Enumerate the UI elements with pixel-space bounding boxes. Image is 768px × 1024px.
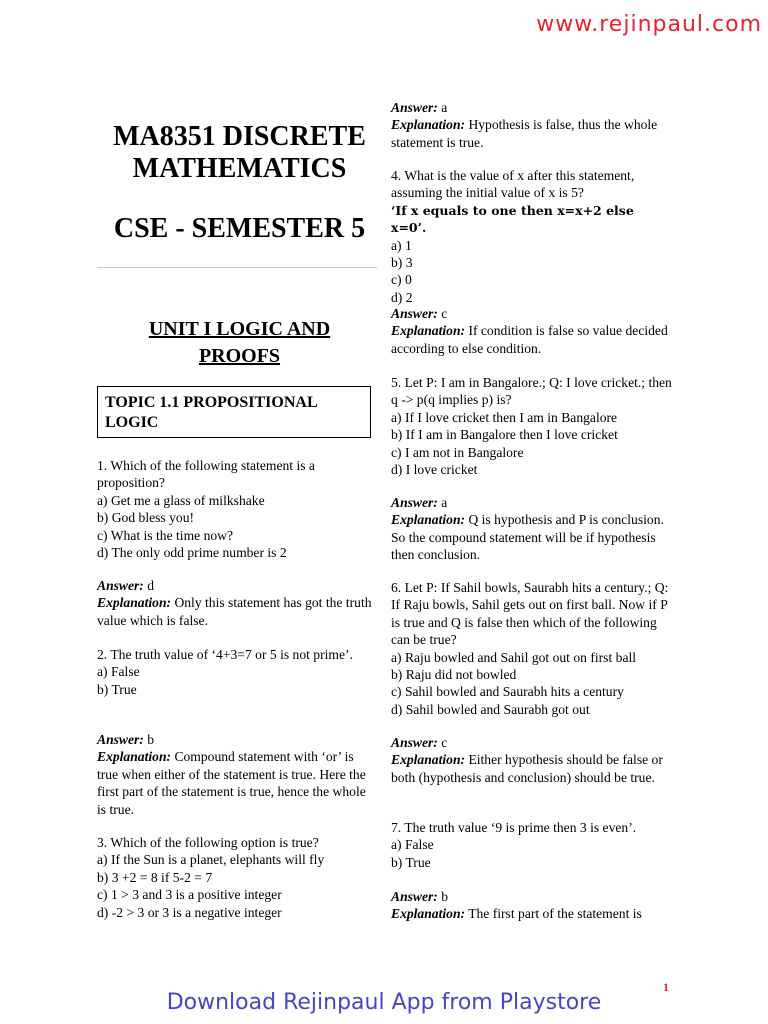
option: c) 1 > 3 and 3 is a positive integer xyxy=(97,887,282,903)
question-text: 2. The truth value of ‘4+3=7 or 5 is not prime’. xyxy=(97,647,353,662)
option: c) I am not in Bangalore xyxy=(391,444,524,460)
answer-2 xyxy=(97,731,377,818)
option: a) False xyxy=(97,664,140,680)
question-4 xyxy=(391,167,673,306)
explanation-text: Q is hypothesis and P is conclusion. So the compound statement will be if hypothesis then conclusion. xyxy=(391,512,664,563)
option: c) Sahil bowled and Saurabh hits a century xyxy=(391,684,624,700)
explanation-label: Explanation: xyxy=(97,595,172,611)
question-text: 7. The truth value ‘9 is prime then 3 is even’. xyxy=(391,820,637,835)
option: b) True xyxy=(97,681,137,697)
answer-value: a xyxy=(441,100,448,115)
question-6 xyxy=(391,579,673,718)
answer-4 xyxy=(391,305,673,357)
answer-1 xyxy=(97,577,377,629)
answer-value: b xyxy=(441,889,449,904)
footer-banner: Download Rejinpaul App from Playstore xyxy=(166,990,602,1015)
option: a) False xyxy=(391,837,434,853)
title-line-1: MA8351 DISCRETE xyxy=(113,121,366,152)
option: d) The only odd prime number is 2 xyxy=(97,545,287,561)
answer-label: Answer: xyxy=(97,578,144,593)
answer-value: a xyxy=(441,495,448,510)
question-2 xyxy=(97,646,353,698)
explanation-label: Explanation: xyxy=(97,749,172,765)
unit-heading-line-2: PROOFS xyxy=(198,345,281,367)
option: a) Get me a glass of milkshake xyxy=(97,492,265,508)
unit-heading-line-1: UNIT I LOGIC AND xyxy=(148,318,331,340)
explanation-text: The first part of the statement is xyxy=(468,906,642,922)
option: b) God bless you! xyxy=(97,510,195,526)
page-number: 1 xyxy=(663,980,669,994)
option: c) 0 xyxy=(391,272,412,288)
option: b) 3 xyxy=(391,255,413,271)
option: b) True xyxy=(391,854,431,870)
explanation-text: Only this statement has got the truth value which is false. xyxy=(97,595,372,628)
answer-value: d xyxy=(147,578,155,593)
answer-label: Answer: xyxy=(391,735,438,750)
explanation-label: Explanation: xyxy=(391,512,466,528)
explanation-text: Hypothesis is false, thus the whole statement is true. xyxy=(391,117,658,150)
answer-5 xyxy=(391,494,673,564)
answer-label: Answer: xyxy=(391,306,438,321)
explanation-text: Compound statement with ‘or’ is true when either of the statement is true. Here the first part of the statement is true, hence the whole is true. xyxy=(97,749,366,817)
question-1 xyxy=(97,457,377,561)
code-statement: ‘If x equals to one then x=x+2 else x=0’. xyxy=(391,202,634,236)
question-text: 4. What is the value of x after this statement, assuming the initial value of x is 5? xyxy=(391,168,635,201)
explanation-text: If condition is false so value decided according to else condition. xyxy=(391,323,668,356)
option: d) 2 xyxy=(391,289,413,305)
option: c) What is the time now? xyxy=(97,527,234,543)
unit-heading xyxy=(97,316,382,370)
answer-3 xyxy=(391,99,673,151)
question-text: 5. Let P: I am in Bangalore.; Q: I love cricket.; then q -> p(q implies p) is? xyxy=(391,375,672,408)
explanation-text: Either hypothesis should be false or both (hypothesis and conclusion) should be true. xyxy=(391,752,663,785)
question-text: 6. Let P: If Sahil bowls, Saurabh hits a century.; Q: If Raju bowls, Sahil gets out on first ball. Now if P is true and Q is false then which of the following can be true? xyxy=(391,580,669,648)
question-text: 3. Which of the following option is true? xyxy=(97,835,319,850)
option: a) 1 xyxy=(391,237,412,253)
answer-label: Answer: xyxy=(97,732,144,747)
divider xyxy=(97,267,377,268)
answer-label: Answer: xyxy=(391,100,438,115)
semester-title: CSE - SEMESTER 5 xyxy=(113,213,366,244)
option: a) If the Sun is a planet, elephants will fly xyxy=(97,852,325,868)
question-3 xyxy=(97,834,324,921)
website-watermark: www.rejinpaul.com xyxy=(536,12,762,37)
explanation-label: Explanation: xyxy=(391,117,466,133)
topic-box: TOPIC 1.1 PROPOSITIONAL LOGIC xyxy=(97,386,371,438)
explanation-label: Explanation: xyxy=(391,906,466,922)
answer-label: Answer: xyxy=(391,495,438,510)
answer-7 xyxy=(391,888,642,923)
question-5 xyxy=(391,374,673,478)
answer-label: Answer: xyxy=(391,889,438,904)
option: a) Raju bowled and Sahil got out on first ball xyxy=(391,649,637,665)
option: b) 3 +2 = 8 if 5-2 = 7 xyxy=(97,869,213,885)
document-title xyxy=(97,121,382,185)
answer-6 xyxy=(391,734,673,786)
option: d) I love cricket xyxy=(391,462,478,478)
question-text: 1. Which of the following statement is a proposition? xyxy=(97,458,315,491)
option: b) If I am in Bangalore then I love cricket xyxy=(391,427,618,443)
answer-value: c xyxy=(441,735,448,750)
option: d) -2 > 3 or 3 is a negative integer xyxy=(97,904,282,920)
answer-value: b xyxy=(147,732,155,747)
option: d) Sahil bowled and Saurabh got out xyxy=(391,701,590,717)
option: a) If I love cricket then I am in Bangalore xyxy=(391,409,618,425)
answer-value: c xyxy=(441,306,448,321)
explanation-label: Explanation: xyxy=(391,752,466,768)
question-7 xyxy=(391,819,636,871)
explanation-label: Explanation: xyxy=(391,323,466,339)
title-line-2: MATHEMATICS xyxy=(132,153,347,184)
option: b) Raju did not bowled xyxy=(391,667,517,683)
